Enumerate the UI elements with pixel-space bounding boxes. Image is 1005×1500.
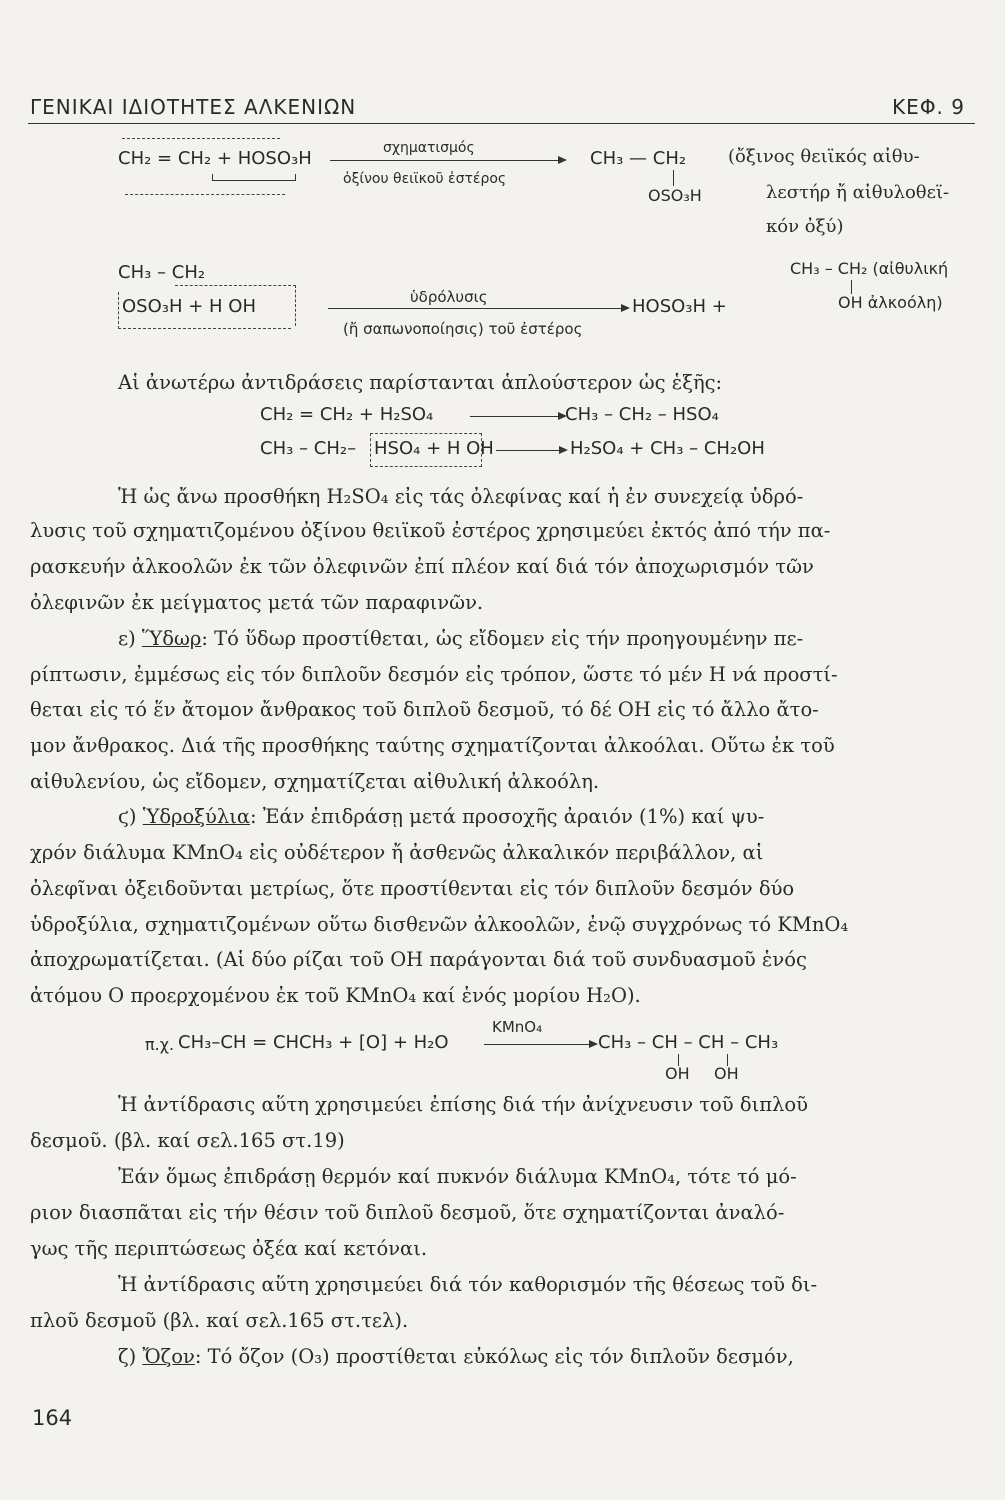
para3-first-line bbox=[118, 800, 978, 834]
para2-line-3: θεται εἰς τό ἕν ἄτομον ἄνθρακος τοῦ διπλοῦ δεσμοῦ, τό δέ OH εἰς τό ἄλλο ἄτο- bbox=[30, 698, 819, 721]
para3-line-2: χρόν διάλυμα KMnO₄ εἰς οὐδέτερον ἤ ἀσθενῶς ἀλκαλικόν περιβάλλον, αἱ bbox=[30, 841, 764, 864]
para4-line-1: Ἡ ἀντίδρασις αὕτη χρησιμεύει ἐπίσης διά τήν ἀνίχνευσιν τοῦ διπλοῦ bbox=[118, 1093, 808, 1116]
reaction1-arrow-above: σχηματισμός bbox=[383, 140, 475, 156]
para3-line-3: ὀλεφῖναι ὀξειδοῦνται μετρίως, ὅτε προστίθενται εἰς τόν διπλοῦν δεσμόν δύο bbox=[30, 877, 795, 900]
page-header-title: ΓΕΝΙΚΑΙ ΙΔΙΟΤΗΤΕΣ ΑΛΚΕΝΙΩΝ bbox=[30, 95, 357, 119]
para3-line-5: ἀποχρωματίζεται. (Αἱ δύο ρίζαι τοῦ OH παράγονται διά τοῦ συνδυασμοῦ ἑνός bbox=[30, 948, 807, 971]
para5-line-1: Ἐάν ὅμως ἐπιδράσῃ θερμόν καί πυκνόν διάλυμα KMnO₄, τότε τό μό- bbox=[118, 1165, 797, 1188]
reaction1-product-bottom: OSO₃H bbox=[648, 186, 702, 205]
reaction1-bond bbox=[673, 170, 674, 186]
reaction2-product2-bottom: OH ἀλκοόλη) bbox=[838, 293, 943, 312]
reaction2-arrow-below: (ἤ σαπωνοποίησις) τοῦ ἐστέρος bbox=[343, 320, 583, 338]
para2-label: ε) bbox=[118, 627, 142, 650]
reaction2-product2-top: CH₃ – CH₂ (αἰθυλική bbox=[790, 259, 949, 278]
para3-line-6: ἀτόμου O προερχομένου ἐκ τοῦ KMnO₄ καί ἑνός μορίου H₂O). bbox=[30, 984, 641, 1007]
para7-label: ζ) bbox=[118, 1345, 143, 1368]
para7-first-text: : Τό ὄζον (O₃) προστίθεται εὐκόλως εἰς τόν διπλοῦν δεσμόν, bbox=[194, 1345, 794, 1368]
para2-line-5: αἰθυλενίου, ὡς εἴδομεν, σχηματίζεται αἰθυλική ἀλκοόλη. bbox=[30, 770, 600, 793]
para2-line-2: ρίπτωσιν, ἐμμέσως εἰς τόν διπλοῦν δεσμόν εἰς τρόπον, ὥστε τό μέν H νά προστί- bbox=[30, 663, 838, 686]
reaction2-left-top: CH₃ – CH₂ bbox=[118, 262, 206, 283]
simplified-intro: Αἱ ἀνωτέρω ἀντιδράσεις παρίστανται ἁπλούστερον ὡς ἑξῆς: bbox=[118, 371, 723, 394]
para6-line-1: Ἡ ἀντίδρασις αὕτη χρησιμεύει διά τόν καθορισμόν τῆς θέσεως τοῦ δι- bbox=[118, 1273, 818, 1296]
simplified1-right: CH₃ – CH₂ – HSO₄ bbox=[565, 404, 719, 425]
example-prefix: π.χ. bbox=[145, 1035, 175, 1054]
page-number: 164 bbox=[32, 1406, 73, 1430]
reaction2-arrow bbox=[328, 308, 628, 309]
example-arrow bbox=[484, 1044, 596, 1045]
example-reactants: CH₃–CH = CHCH₃ + [O] + H₂O bbox=[178, 1032, 449, 1053]
reaction2-left-bottom: OSO₃H + H OH bbox=[122, 296, 256, 317]
para3-first-text: : Ἐάν ἐπιδράσῃ μετά προσοχῆς ἀραιόν (1%) καί ψυ- bbox=[250, 805, 765, 828]
example-oh-2: OH bbox=[714, 1064, 739, 1083]
para1-line-2: λυσις τοῦ σχηματιζομένου ὀξίνου θειϊκοῦ ἐστέρος χρησιμεύει ἐκτός ἀπό τήν πα- bbox=[30, 519, 831, 542]
para2-line-4: μον ἄνθρακος. Διά τῆς προσθήκης ταύτης σχηματίζονται ἀλκοόλαι. Οὕτω ἐκ τοῦ bbox=[30, 734, 835, 757]
header-rule bbox=[28, 123, 975, 124]
reaction1-arrow-below: ὀξίνου θειϊκοῦ ἐστέρος bbox=[343, 171, 507, 187]
para1-line-3: ρασκευήν ἀλκοολῶν ἐκ τῶν ὀλεφινῶν ἐπί πλέον καί διά τόν ἀποχωρισμόν τῶν bbox=[30, 555, 814, 578]
para5-line-3: γως τῆς περιπτώσεως ὀξέα καί κετόναι. bbox=[30, 1237, 428, 1260]
simplified2-right: H₂SO₄ + CH₃ – CH₂OH bbox=[570, 438, 765, 459]
example-arrow-above: KMnO₄ bbox=[492, 1018, 543, 1036]
example-product: CH₃ – CH – CH – CH₃ bbox=[598, 1032, 779, 1053]
para2-heading: Ὕδωρ bbox=[141, 627, 202, 650]
reaction1-note-3: κόν ὀξύ) bbox=[766, 216, 844, 237]
reaction1-brace bbox=[212, 174, 296, 181]
reaction1-note-1: (ὄξινος θειϊκός αἰθυ- bbox=[728, 146, 920, 167]
example-oh-1: OH bbox=[665, 1064, 690, 1083]
para7-heading: Ὄζον bbox=[142, 1345, 195, 1368]
simplified2-boxed: HSO₄ + H OH bbox=[374, 438, 494, 459]
reaction2-bond bbox=[851, 280, 852, 294]
reaction1-dashed-bracket-bottom bbox=[125, 194, 285, 195]
para3-heading: Ὑδροξύλια bbox=[142, 805, 251, 828]
simplified2-arrow bbox=[496, 450, 566, 451]
para5-line-2: ριον διασπᾶται εἰς τήν θέσιν τοῦ διπλοῦ δεσμοῦ, ὅτε σχηματίζονται ἀναλό- bbox=[30, 1201, 785, 1224]
para2-first-text: : Τό ὕδωρ προστίθεται, ὡς εἴδομεν εἰς τήν προηγουμένην πε- bbox=[201, 627, 804, 650]
para2-first-line bbox=[118, 622, 978, 656]
reaction1-note-2: λεστήρ ἤ αἰθυλοθεϊ- bbox=[766, 182, 950, 203]
para7-first-line bbox=[118, 1340, 978, 1374]
para6-line-2: πλοῦ δεσμοῦ (βλ. καί σελ.165 στ.τελ). bbox=[30, 1309, 409, 1332]
simplified2-left: CH₃ – CH₂– bbox=[260, 438, 357, 459]
reaction1-dashed-bracket-top bbox=[122, 138, 280, 139]
para3-label: ϛ) bbox=[118, 805, 143, 828]
reaction1-product-top: CH₃ — CH₂ bbox=[590, 148, 687, 169]
reaction2-product: HOSO₃H + bbox=[632, 296, 727, 317]
reaction2-arrow-above: ὑδρόλυσις bbox=[410, 288, 488, 306]
para1-line-1: Ἡ ὡς ἄνω προσθήκη H₂SO₄ εἰς τάς ὀλεφίνας καί ἡ ἐν συνεχείᾳ ὑδρό- bbox=[118, 485, 804, 508]
para4-line-2: δεσμοῦ. (βλ. καί σελ.165 στ.19) bbox=[30, 1129, 345, 1152]
reaction1-reactants: CH₂ = CH₂ + HOSO₃H bbox=[118, 148, 312, 169]
para1-line-4: ὀλεφινῶν ἐκ μείγματος μετά τῶν παραφινῶν. bbox=[30, 591, 484, 614]
para3-line-4: ὑδροξύλια, σχηματιζομένων οὕτω δισθενῶν ἀλκοολῶν, ἐνῷ συγχρόνως τό KMnO₄ bbox=[30, 913, 849, 936]
simplified1-left: CH₂ = CH₂ + H₂SO₄ bbox=[260, 404, 434, 425]
simplified1-arrow bbox=[470, 416, 565, 417]
chapter-label: ΚΕΦ. 9 bbox=[892, 95, 965, 119]
reaction1-arrow bbox=[330, 160, 565, 161]
